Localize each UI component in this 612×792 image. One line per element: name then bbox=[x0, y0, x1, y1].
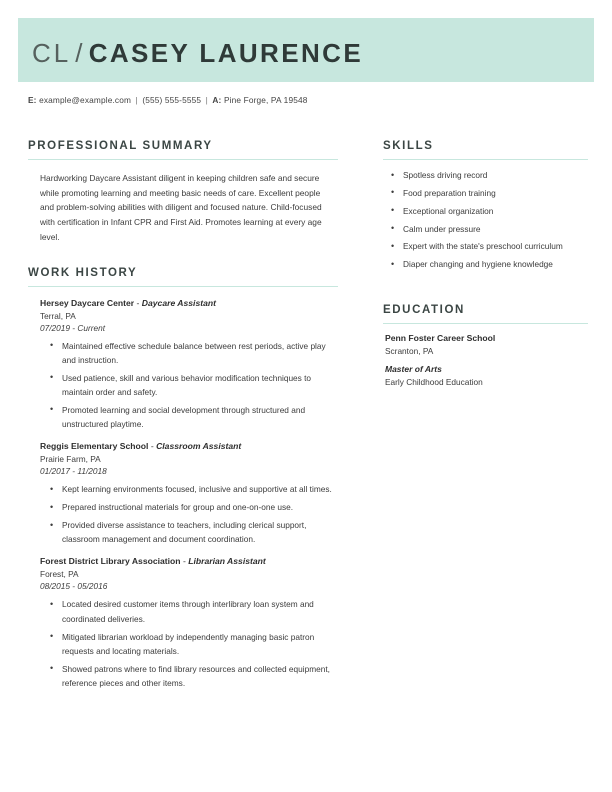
right-column bbox=[383, 140, 588, 387]
skill-item: • Calm under pressure bbox=[391, 223, 588, 236]
job-dash: - bbox=[136, 297, 140, 308]
job-bullet: • Showed patrons where to find library resources and collected equipment, reference pieces and other items. bbox=[50, 662, 338, 690]
address-value: Pine Forge, PA 19548 bbox=[223, 95, 308, 105]
email-label: E: bbox=[28, 95, 37, 105]
spacer-1 bbox=[28, 245, 338, 267]
skill-item: • Food preparation training bbox=[391, 187, 588, 200]
work-history-entry bbox=[28, 556, 338, 690]
skill-item: • Exceptional organization bbox=[391, 205, 588, 218]
header-separator: / bbox=[75, 38, 85, 68]
section-title-work-history: WORK HISTORY bbox=[28, 266, 138, 279]
job-bullet-list bbox=[40, 339, 338, 432]
skill-item: • Spotless driving record bbox=[391, 169, 588, 182]
divider-work-history bbox=[28, 286, 338, 287]
job-bullet: • Maintained effective schedule balance between rest periods, active play and instruction. bbox=[50, 339, 338, 367]
job-employer: Hersey Daycare Center bbox=[40, 297, 135, 308]
job-dates: 08/2015 - 05/2016 bbox=[40, 581, 108, 592]
job-bullet: • Prepared instructional materials for group and one-on-one use. bbox=[50, 500, 338, 514]
phone-value: (555) 555-5555 bbox=[142, 95, 202, 105]
contact-divider-1: | bbox=[135, 95, 138, 105]
job-bullet: • Promoted learning and social development through structured and unstructured playtime. bbox=[50, 403, 338, 431]
section-title-skills: SKILLS bbox=[383, 140, 434, 152]
job-bullet: • Kept learning environments focused, inclusive and supportive at all times. bbox=[50, 482, 338, 496]
job-bullet-list bbox=[40, 597, 338, 690]
education-school: Penn Foster Career School bbox=[385, 333, 496, 344]
job-title: Classroom Assistant bbox=[156, 441, 242, 452]
professional-summary-text: Hardworking Daycare Assistant diligent in keeping children safe and secure while promoting learning and meeting basic needs of care. Excellent people and problem-solving abilities with diligent and focused nature. Child-focused with certification in Infant CPR and First Aid. Promotes learning at every age level. bbox=[40, 173, 322, 242]
job-bullet: • Mitigated librarian workload by independently managing basic patron requests and locating materials. bbox=[50, 630, 338, 658]
address-label: A: bbox=[212, 95, 222, 105]
contact-line bbox=[28, 95, 308, 105]
email-value: example@example.com bbox=[39, 95, 132, 105]
contact-divider-2: | bbox=[205, 95, 208, 105]
job-location: Forest, PA bbox=[40, 569, 79, 580]
section-title-education: EDUCATION bbox=[383, 304, 465, 317]
job-title: Daycare Assistant bbox=[141, 297, 216, 308]
education-field: Early Childhood Education bbox=[385, 377, 483, 388]
header-initials: CL bbox=[32, 38, 72, 68]
left-column bbox=[28, 140, 338, 700]
job-employer: Reggis Elementary School bbox=[40, 441, 149, 452]
job-bullet-list bbox=[40, 482, 338, 546]
divider-skills bbox=[383, 159, 588, 160]
job-heading bbox=[40, 441, 338, 451]
job-title: Librarian Assistant bbox=[188, 556, 266, 567]
work-history-entry bbox=[28, 298, 338, 432]
page-title bbox=[32, 38, 363, 69]
education-location: Scranton, PA bbox=[385, 346, 434, 357]
job-dash: - bbox=[182, 556, 186, 567]
job-dates: 07/2019 - Current bbox=[40, 322, 106, 333]
job-bullet: • Located desired customer items through interlibrary loan system and coordinated deliveries. bbox=[50, 597, 338, 625]
spacer-2 bbox=[383, 276, 588, 304]
work-history-entry bbox=[28, 441, 338, 546]
job-location: Prairie Farm, PA bbox=[40, 454, 101, 465]
job-dates: 01/2017 - 11/2018 bbox=[40, 466, 107, 477]
skill-item: • Expert with the state's preschool curriculum bbox=[391, 240, 588, 253]
job-bullet: • Used patience, skill and various behavior modification techniques to maintain order and safety. bbox=[50, 371, 338, 399]
section-title-professional-summary: PROFESSIONAL SUMMARY bbox=[28, 140, 213, 152]
job-location: Terral, PA bbox=[40, 310, 76, 321]
job-dash: - bbox=[150, 441, 154, 452]
skill-item: • Diaper changing and hygiene knowledge bbox=[391, 258, 588, 271]
divider-professional-summary bbox=[28, 159, 338, 160]
job-bullet: • Provided diverse assistance to teachers, including clerical support, classroom management and document coordination. bbox=[50, 518, 338, 546]
education-degree: Master of Arts bbox=[385, 364, 442, 375]
header-full-name: CASEY LAURENCE bbox=[88, 38, 364, 68]
job-heading bbox=[40, 556, 338, 566]
education-entry bbox=[383, 333, 588, 387]
skills-list bbox=[383, 169, 588, 271]
divider-education bbox=[383, 323, 588, 324]
job-heading bbox=[40, 298, 338, 308]
job-employer: Forest District Library Association bbox=[40, 556, 181, 567]
